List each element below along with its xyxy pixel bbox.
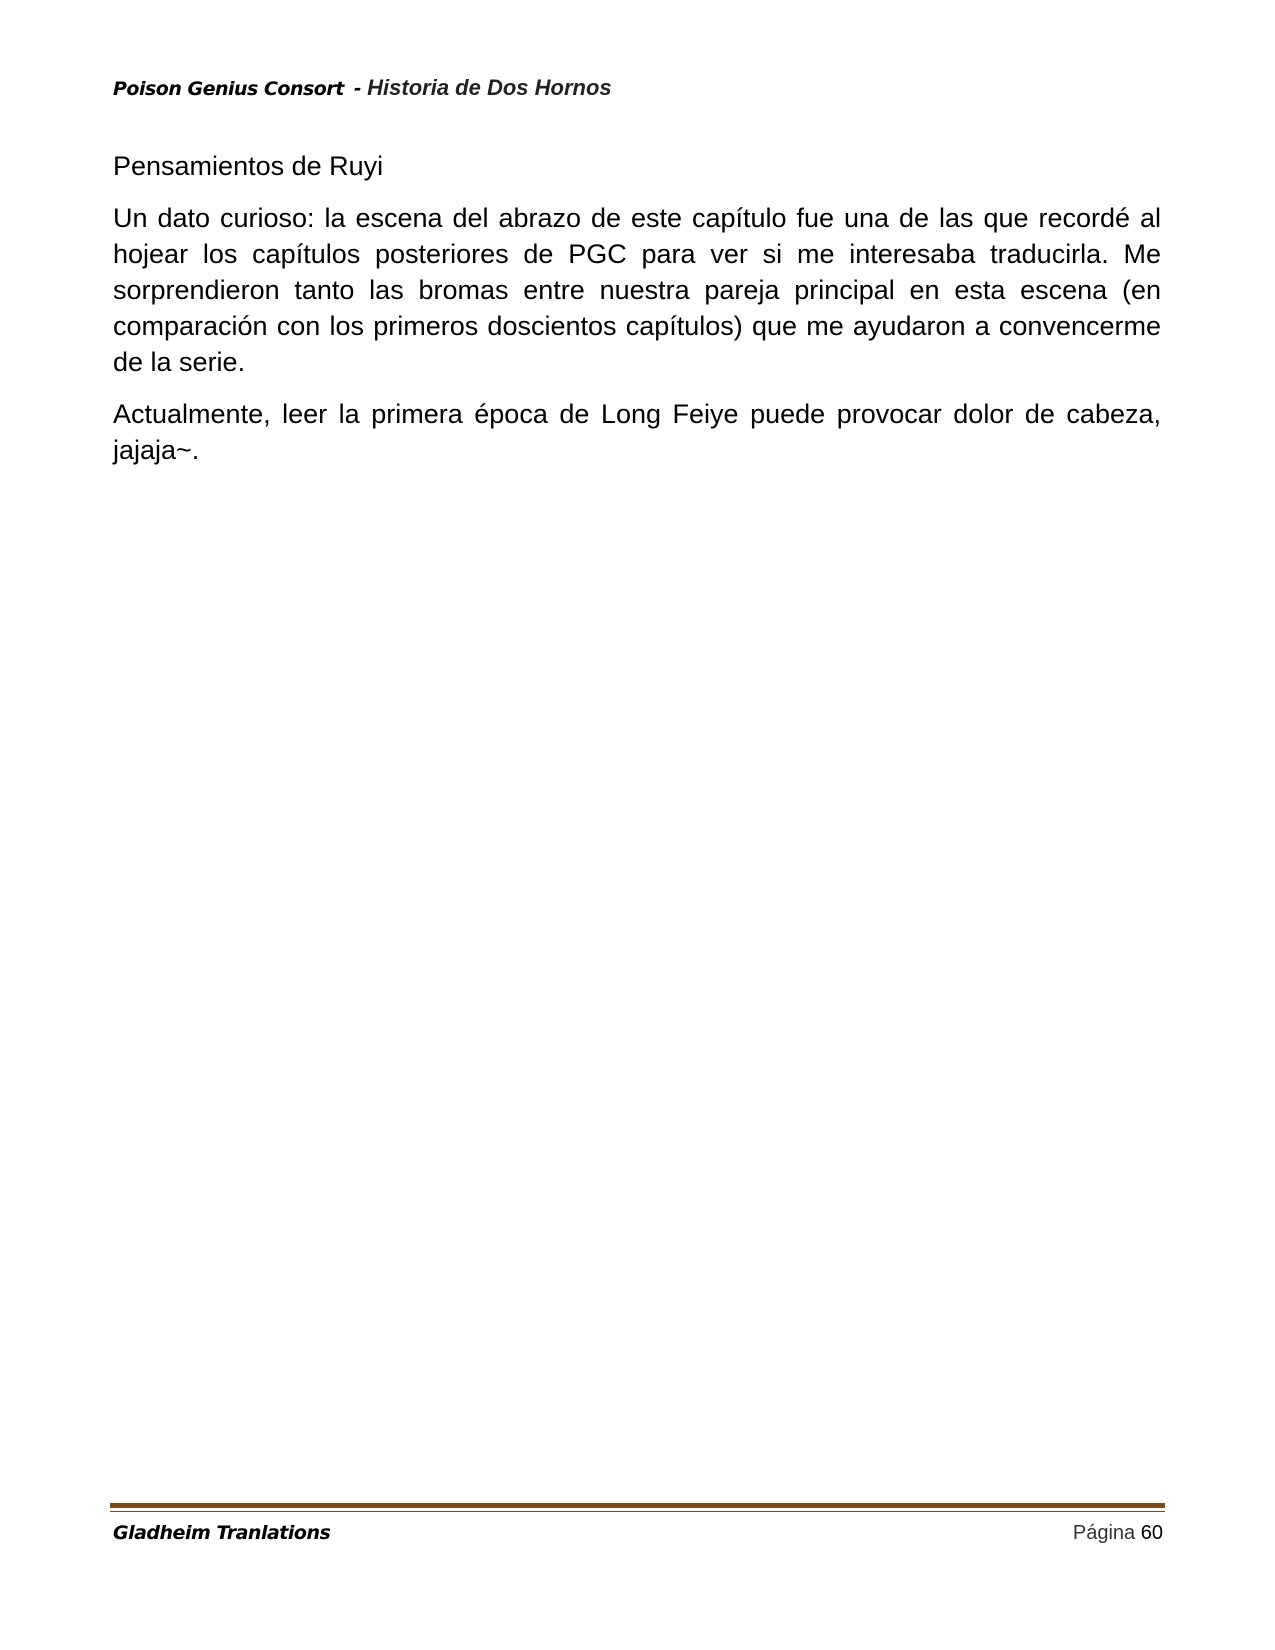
page-body: [113, 148, 1161, 484]
publisher-name: Gladheim Tranlations: [113, 1522, 331, 1544]
footer-rule: [110, 1503, 1165, 1508]
header-separator: -: [353, 75, 362, 100]
paragraph: Actualmente, leer la primera época de Long Feiye puede provocar dolor de cabeza, jajaja~.: [113, 399, 1161, 465]
section-title: Pensamientos de Ruyi: [113, 151, 384, 181]
paragraph: Un dato curioso: la escena del abrazo de este capítulo fue una de las que recordé al hojear los capítulos posteriores de PGC para ver si me interesaba traducirla. Me sorprendieron tanto las bromas entre nuestra pareja principal en esta escena (en comparación con los primeros doscientos capítulos) que me ayudaron a convencerme de la serie.: [113, 203, 1161, 377]
series-title: Poison Genius Consort: [113, 78, 344, 100]
footer-rule-thin: [110, 1511, 1165, 1512]
page-number-label: [1073, 1516, 1163, 1550]
page-footer: [113, 1516, 1163, 1550]
chapter-subtitle: Historia de Dos Hornos: [367, 75, 612, 100]
page-header: [113, 72, 1163, 104]
page-number: 60: [1140, 1522, 1163, 1544]
page-label: Página: [1072, 1522, 1136, 1544]
